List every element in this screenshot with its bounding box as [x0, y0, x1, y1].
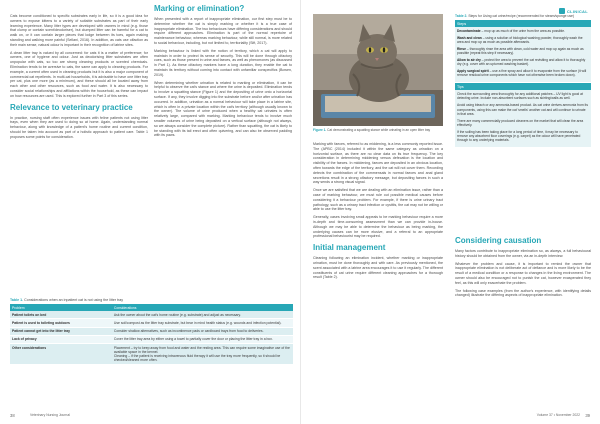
page-number: 39 [585, 413, 590, 418]
left-column-2 [154, 4, 292, 296]
paragraph: In practice, nursing staff often experience issues with feline patients not using litter trays, even when they are used to doing so at home. Again, understanding normal behaviour, along with knowledge of a patient's home routine and current condition, should be taken into account as part of a holistic approach to patient care. Table 1 proposes some points for consideration. [10, 115, 148, 139]
list-item: Rinse – thoroughly rinse the area with clean, cold water and mop up again as much as possible (repeat this step if necessary). [457, 46, 584, 56]
table-1 [10, 298, 293, 365]
section-heading-initial-management: Initial management [313, 243, 386, 253]
page-number: 38 [10, 413, 15, 418]
right-page [300, 0, 600, 424]
table-row: Other considerations Placement – try to keep away from food and water and the resting area. This can require some imaginative use of the available space in the kennel. Cleaning – if the patient is receiving intravenous fluid therapy it will use the tray more frequently, so it should be checked/cleaned more often. [10, 344, 293, 365]
table-row: Patient cannot get into the litter tray Consider shallow alternatives, such as incontinence pads or cardboard trays from food to deliveries. [10, 327, 293, 335]
paragraph: Marking behaviour is linked with the notion of territory, which a cat will apply to maintain in order to protect its sense of security. This will be done through olfactory cues, such as those present in urine and faeces, as well as pheromones (as discussed in Part 1). As these olfactory markers have a long duration, they enable the cat to maintain its territory without coming into contact with unfamiliar conspecifics (Bowen, 2019). [154, 48, 292, 77]
paragraph: Marking with faeces, referred to as middening, is a less commonly reported issue. The (APBC (2014) included it within the same category as urination on a horizontal surface, as there are no clear data on its true frequency. The key consideration in determining middening versus defecation is the location and visibility of the faeces. In middening, faeces are deposited in an obvious location, often towards the edge of the territory, and the cat will not cover them. Recording detects the combination of the commensals in normal faeces and anal gland secretions result in a strong olfactory message, but depositing faeces in such a way sends a strong visual signal. [313, 142, 443, 185]
paragraph: Whatever the problem and cause, it is important to remind the owner that inappropriate elimination is not deliberate act of defiance and is more likely to be the result of a medical condition or a response to changes in the living environment. The owner should also be encouraged not to punish the cat, however exasperated they feel, as this will only exacerbate the problem. [455, 261, 591, 285]
table-caption: Table 2. Steps for Using cat urine/recipe (recommended for steam/sponge use) [455, 14, 575, 18]
list-item: Decontaminate – mop up as much of the urine from the area as possible. [457, 29, 565, 33]
paragraph: When presented with a report of inappropriate elimination, our first step must be to determine whether the cat is simply marking or whether it is a true case of inappropriate elimination. The two behaviours have differing considerations and should require different approaches. Elimination is part of the normal repertoire of maintenance behaviour, whereas marking behaviour, while still normal, is more related to social behaviour, including, but not limited to, territoriality (Sift, 2017). [154, 17, 292, 45]
left-column-1 [10, 14, 148, 296]
table-row: Patient toilets on bed Ask the owner about the cat's home routine (e.g. substrate) and adjust as necessary. [10, 311, 293, 319]
section-heading-causation: Considering causation [455, 236, 542, 245]
journal-name: Veterinary Nursing Journal [30, 413, 70, 417]
paragraph: Cleaning following an elimination incident, whether marking or inappropriate urination, must be done thoroughly and with care. As previously mentioned, the scent associated with a latrine area encourages it to use it regularly. The different constituents of cat urine require different cleaning approaches for a thorough result (Table 2). [313, 256, 443, 280]
issue-info: Volume 37 • November 2022 [536, 413, 580, 417]
table-row: Patient is used to toileting outdoors Use soil/compost as the litter tray substrate, but bear in mind health status (e.g. wounds and infection potential). [10, 319, 293, 327]
table-row: Lack of privacy Cover the litter tray area by either using a towel to partially cover the door or placing the litter tray in a box. [10, 335, 293, 343]
steps-list [455, 27, 591, 82]
cat-litter-tray-image [313, 14, 443, 126]
list-item: Apply surgical spirit – use a fine spray and allow it to evaporate from the surface (it will remove residual urine components which have not otherwise been broken down). [457, 69, 587, 78]
list-item: If the soiling has been taking place for a long period of time, it may be necessary to remove any absorbent floor coverings (e.g. carpet) as the odour will have penetrated through to any underlying materials. [457, 129, 581, 143]
paragraph: Many factors contribute to inappropriate elimination so, as always, a full behavioural history should be obtained from the owner, via an in-depth interview. [455, 249, 591, 258]
list-item: Allow to air dry – protect the area to prevent the cat revisiting and allow it to thoroughly dry (e.g. cover with an upturned washing basket). [457, 57, 586, 67]
section-heading-marking: Marking or elimination? [154, 4, 245, 13]
section-badge: CLINICAL [559, 8, 588, 14]
section-heading-relevance: Relevance to veterinary practice [10, 102, 133, 112]
table-caption: Table 1. Considerations when an inpatient cat is not using the litter tray [10, 298, 124, 302]
paragraph: A clean litter tray is valued by all concerned: for cats it is a matter of preference; for owners, one of hygiene and odour. Just as deodorising litter substrates are often unpopular with cats, so too are strong cleaning products or scented chemicals. Elimination tends to be aversive to cats, the same can apply to cleaning products. For example, a current often used in cleaning products but it is also a major component of commercial cat repellents. In multi-cat households, it is advisable to have one litter tray per cat, plus one more (as a minimum), and these should all be located away from each other and other resources, such as food and water. It is also necessary to consider social relationships and affiliations within the household, as these can impact on how resources are used. This is explored further in Part 3 of this series. [10, 50, 148, 98]
column-header-considerations: Considerations [112, 304, 293, 311]
paragraph: When determining whether urination is related to marking or elimination, it can be helpful to observe the cat's stance and where the urine is deposited. Elimination tends to involve a squatting stance (Figure 1) and the depositing of urine onto a horizontal surface. If any, they involve digging into the substrate before and/or after urination has occurred. In addition, urination as a normal behaviour will take place in a latrine site, which is often in a private location within the cat's territory (although usually known to the owner). The volume of urine produced when a healthy cat urinates is often relatively large, compared with marking. Marking behaviour tends to involve much smaller volumes of urine being deposited on a vertical surface (although not always, so we always consider the complete picture). Rather than squatting, the cat is likely to be standing with its tail erect and often quivering, and can also be observed padding with its paws. [154, 80, 292, 138]
paragraph: Cats become conditioned to specific substrates early in life, so it is a good idea for owners to expose kittens to a variety of suitable substrates as part of their early learning experience. Many litter types are developed with owners in mind (e.g. those that clump or contain scent/deodoriser), but clumped litter can be harmful for a cat to walk on, or it can contain larger pieces that lodge between its toes, again making standing and walking more painful (Sellani, 2016). In addition, as cats use olfaction as their main sense, natural odour is important in their recognition of latrine sites. [10, 14, 148, 47]
list-item: Wash and clean – using a solution of biological washing powder, thoroughly wash the area and mop up as much as possible afterwards. [457, 35, 583, 45]
right-column-2 [455, 236, 591, 408]
tips-header: Tips [455, 83, 591, 90]
column-header-problem: Problem [10, 304, 112, 311]
table-2 [455, 14, 591, 147]
paragraph: Generally, cases involving small appeals to be marking behaviour require a more in-depth and time-consuming assessment than we can provide in-house. Although we may be able to determine the behaviour as being marking, the underlying causes can be more elusive, and a referral to an appropriate professional behaviourist may be required. [313, 215, 443, 239]
list-item: Check the surrounding area thoroughly for any additional patches – UV light is good at detecting urine. Include non-absorbent surfaces such as skirting/walls as well. [457, 92, 583, 101]
paragraph: The following case examples (from the author's experience, with identifying details changed) illustrate the differing aspects of inappropriate elimination. [455, 288, 591, 298]
tips-list [455, 90, 591, 147]
considerations-table [10, 304, 293, 365]
list-item: There are many commercially produced cleaners on the market that will clean the area effectively. [457, 118, 584, 127]
right-column-1 [313, 142, 443, 408]
steps-header: Steps [455, 20, 591, 27]
list-item: Avoid using bleach or any ammonia-based product. As cat urine derives ammonia from its components, using this can make the cat 'smells' another cat and will continue to urinate in that area. [457, 103, 588, 116]
paragraph: Once we are satisfied that we are dealing with an elimination issue, rather than a case of marking behaviour, we must rule out possible medical causes before considering it a behaviour problem. For example, if there is urine urinary tract pathology, such as a urinary tract infection or cystitis, the cat may not be willing or able to use the litter tray. [313, 188, 443, 212]
cat-photo [313, 14, 443, 126]
figure-caption: Figure 1. Cat demonstrating a squatting stance while urinating in an open litter tray [313, 128, 431, 132]
